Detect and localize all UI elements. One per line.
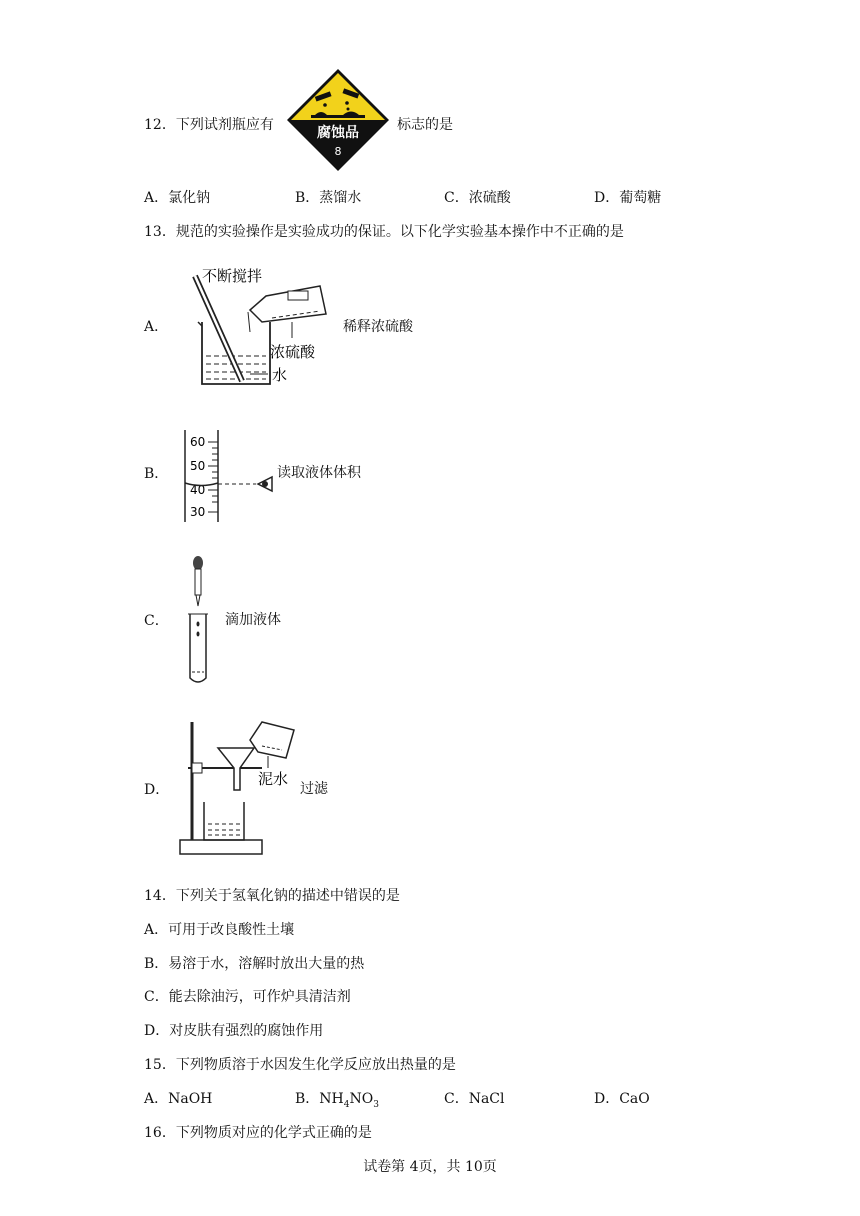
q13-stem: 13．规范的实验操作是实验成功的保证。以下化学实验基本操作中不正确的是: [144, 224, 624, 240]
q13-a-caption: 稀释浓硫酸: [343, 319, 413, 335]
stir-label: 不断搅拌: [202, 267, 263, 285]
tick-40: 40: [190, 483, 206, 497]
sign-number: 8: [334, 145, 342, 158]
q12-prefix: 12．下列试剂瓶应有: [144, 117, 274, 133]
q12-option-c: C．浓硫酸: [444, 190, 511, 206]
q13-b-caption: 读取液体体积: [277, 465, 361, 481]
q13-d-letter: D．: [144, 782, 170, 798]
q14-stem: 14．下列关于氢氧化钠的描述中错误的是: [144, 888, 400, 904]
q13-c-letter: C．: [144, 613, 169, 629]
q14-option-c: C．能去除油污，可作炉具清洁剂: [144, 989, 351, 1005]
q14-option-a: A．可用于改良酸性土壤: [144, 922, 295, 938]
q12-option-b: B．蒸馏水: [295, 190, 362, 206]
q12-suffix: 标志的是: [397, 117, 453, 133]
sign-yellow-half: [291, 73, 385, 120]
q15-option-d: D．CaO: [594, 1091, 650, 1107]
tick-50: 50: [190, 459, 206, 473]
q15-option-c: C．NaCl: [444, 1091, 505, 1107]
dropper-bulb-icon: [193, 556, 203, 570]
sign-label: 腐蚀品: [317, 125, 359, 141]
q15-option-b: B．$NH_4NO_3$: [295, 1091, 379, 1110]
mud-label: 泥水: [258, 770, 289, 788]
tick-60: 60: [190, 435, 206, 449]
q13-a-letter: A．: [144, 319, 169, 335]
q16-stem: 16．下列物质对应的化学式正确的是: [144, 1125, 372, 1141]
acid-label: 浓硫酸: [270, 343, 316, 361]
tick-30: 30: [190, 505, 206, 519]
q12-option-d: D．葡萄糖: [594, 190, 662, 206]
q13-c-caption: 滴加液体: [225, 612, 281, 628]
dropper-test-tube-diagram: [186, 554, 216, 688]
q13-b-letter: B．: [144, 466, 169, 482]
q14-option-d: D．对皮肤有强烈的腐蚀作用: [144, 1023, 324, 1039]
q12-option-a: A．氯化钠: [144, 190, 211, 206]
filtration-diagram: [178, 718, 308, 858]
q13-d-caption: 过滤: [300, 781, 328, 797]
q15-stem: 15．下列物质溶于水因发生化学反应放出热量的是: [144, 1057, 456, 1073]
q15-option-a: A．NaOH: [144, 1091, 213, 1107]
page-footer: 试卷第 4页，共 10页: [363, 1159, 497, 1175]
q12-stem: [144, 114, 274, 134]
graduated-cylinder-diagram: [180, 428, 280, 524]
water-label: 水: [272, 366, 288, 384]
pouring-beaker-icon: [250, 722, 294, 758]
q14-option-b: B．易溶于水，溶解时放出大量的热: [144, 956, 365, 972]
dilute-acid-diagram: [180, 266, 340, 388]
corrosive-hazard-sign: [285, 67, 391, 173]
